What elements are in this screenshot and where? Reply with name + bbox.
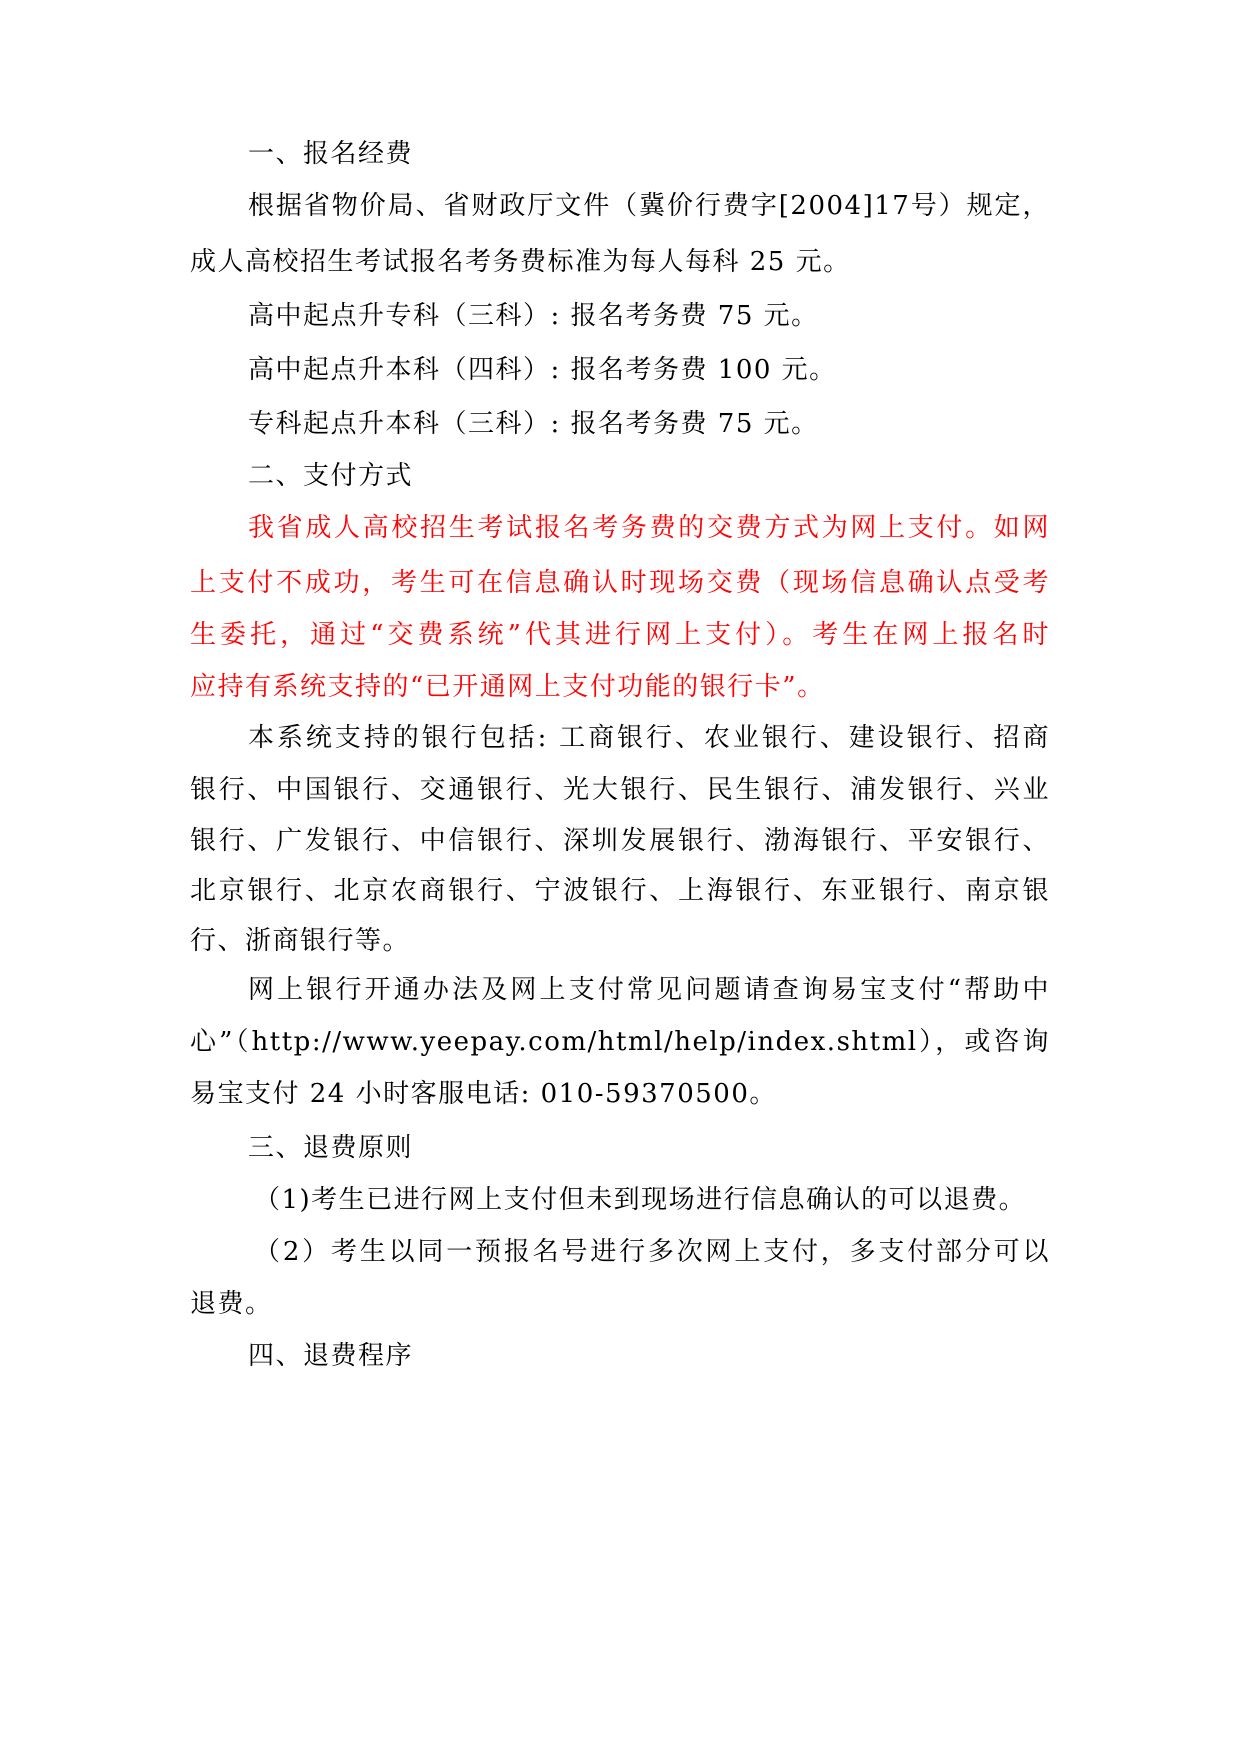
section-heading-refund-rules: 三、退费原则 <box>248 1133 414 1163</box>
help-center-line: 心”（http://www.yeepay.com/html/help/index.shtml），或咨询 <box>190 1027 1050 1057</box>
section-heading-payment: 二、支付方式 <box>248 461 414 491</box>
banks-line: 北京银行、北京农商银行、宁波银行、上海银行、东亚银行、南京银 <box>190 876 1050 906</box>
payment-notice-line: 上支付不成功，考生可在信息确认时现场交费（现场信息确认点受考 <box>190 568 1050 598</box>
refund-rule-1: （1)考生已进行网上支付但未到现场进行信息确认的可以退费。 <box>254 1185 1027 1215</box>
help-center-line: 网上银行开通办法及网上支付常见问题请查询易宝支付“帮助中 <box>248 975 1050 1005</box>
refund-rule-2: （2）考生以同一预报名号进行多次网上支付，多支付部分可以 <box>254 1237 1050 1267</box>
fee-intro-line: 根据省物价局、省财政厅文件（冀价行费字[2004]17号）规定， <box>248 191 1050 221</box>
fee-item: 专科起点升本科（三科）: 报名考务费 75 元。 <box>248 409 819 439</box>
payment-notice-line: 生委托，通过“交费系统”代其进行网上支付）。考生在网上报名时 <box>190 620 1050 650</box>
help-center-line: 易宝支付 24 小时客服电话: 010-59370500。 <box>190 1079 777 1109</box>
section-heading-fees: 一、报名经费 <box>248 139 414 169</box>
fee-item: 高中起点升专科（三科）: 报名考务费 75 元。 <box>248 301 819 331</box>
fee-item: 高中起点升本科（四科）: 报名考务费 100 元。 <box>248 355 837 385</box>
banks-line: 行、浙商银行等。 <box>190 926 411 956</box>
refund-rule-2: 退费。 <box>190 1289 273 1319</box>
banks-line: 本系统支持的银行包括: 工商银行、农业银行、建设银行、招商 <box>248 723 1050 753</box>
banks-line: 银行、广发银行、中信银行、深圳发展银行、渤海银行、平安银行、 <box>190 826 1050 856</box>
banks-line: 银行、中国银行、交通银行、光大银行、民生银行、浦发银行、兴业 <box>190 775 1050 805</box>
payment-notice-line: 应持有系统支持的“已开通网上支付功能的银行卡”。 <box>190 672 825 702</box>
payment-notice-line: 我省成人高校招生考试报名考务费的交费方式为网上支付。如网 <box>248 513 1050 543</box>
section-heading-refund-procedure: 四、退费程序 <box>248 1341 414 1371</box>
fee-intro-line: 成人高校招生考试报名考务费标准为每人每科 25 元。 <box>190 247 851 277</box>
